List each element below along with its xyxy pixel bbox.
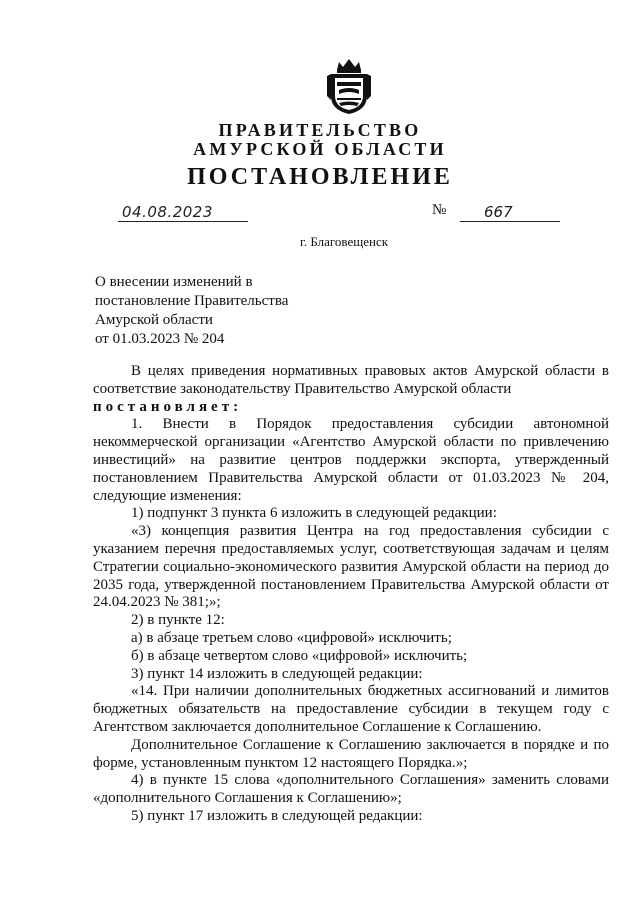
government-title-line1: ПРАВИТЕЛЬСТВО <box>218 120 422 140</box>
paragraph-5: а) в абзаце третьем слово «цифровой» исключить; <box>131 629 452 646</box>
paragraph-6: б) в абзаце четвертом слово «цифровой» исключить; <box>131 647 468 664</box>
paragraph-11: 5) пункт 17 изложить в следующей редакции: <box>131 807 423 824</box>
subject-line: от 01.03.2023 № 204 <box>95 331 225 347</box>
paragraph-9: Дополнительное Соглашение к Соглашению заключается в порядке и по форме, установленным пунктом 12 настоящего Порядка.»; <box>93 736 609 771</box>
subject-block <box>95 273 288 349</box>
date-field <box>118 203 248 222</box>
paragraph-2: 1) подпункт 3 пункта 6 изложить в следующей редакции: <box>131 505 497 522</box>
document-type-title: ПОСТАНОВЛЕНИЕ <box>187 164 453 190</box>
paragraph-4: 2) в пункте 12: <box>131 612 225 629</box>
decree-body <box>93 363 609 826</box>
paragraph-7: 3) пункт 14 изложить в следующей редакции: <box>131 665 423 682</box>
number-sign: № <box>432 202 447 218</box>
subject-line: постановление Правительства <box>95 293 289 309</box>
paragraph-1: 1. Внести в Порядок предоставления субсидии автономной некоммерческой организации «Агентство Амурской области по привлечению инвестиций» на развитие центров поддержки экспорта, утвержденный постановлением Правительства Амурской области от 01.03.2023 № 204, следующие изменения: <box>93 416 609 504</box>
city-label: г. Благовещенск <box>300 234 389 249</box>
government-title-line2: АМУРСКОЙ ОБЛАСТИ <box>193 139 447 159</box>
decides-word: постановляет: <box>93 398 243 415</box>
subject-line: О внесении изменений в <box>95 274 253 290</box>
handwritten-number: 667 <box>484 203 513 221</box>
number-field <box>460 203 560 222</box>
paragraph-3: «3) концепция развития Центра на год предоставления субсидии с указанием перечня предоставляемых услуг, соответствующая задачам и целям Стратегии социально-экономического развития Амурской области на период до 2035 года, утвержденной постановлением Правительства Амурской области от 24.04.2023 № 381;»; <box>93 523 609 611</box>
paragraph-8: «14. При наличии дополнительных бюджетных ассигнований и лимитов бюджетных обязательств на предоставление субсидии в текущем году с Агентством заключается дополнительное Соглашение к Соглашению. <box>93 683 609 735</box>
paragraph-10: 4) в пункте 15 слова «дополнительного Соглашения» заменить словами «дополнительного Соглашения к Соглашению»; <box>93 772 609 807</box>
handwritten-date: 04.08.2023 <box>122 203 213 221</box>
coat-of-arms-icon <box>325 56 373 116</box>
preamble-paragraph: В целях приведения нормативных правовых актов Амурской области в соответствие законодательству Правительство Амурской области <box>93 363 609 397</box>
subject-line: Амурской области <box>95 312 213 328</box>
